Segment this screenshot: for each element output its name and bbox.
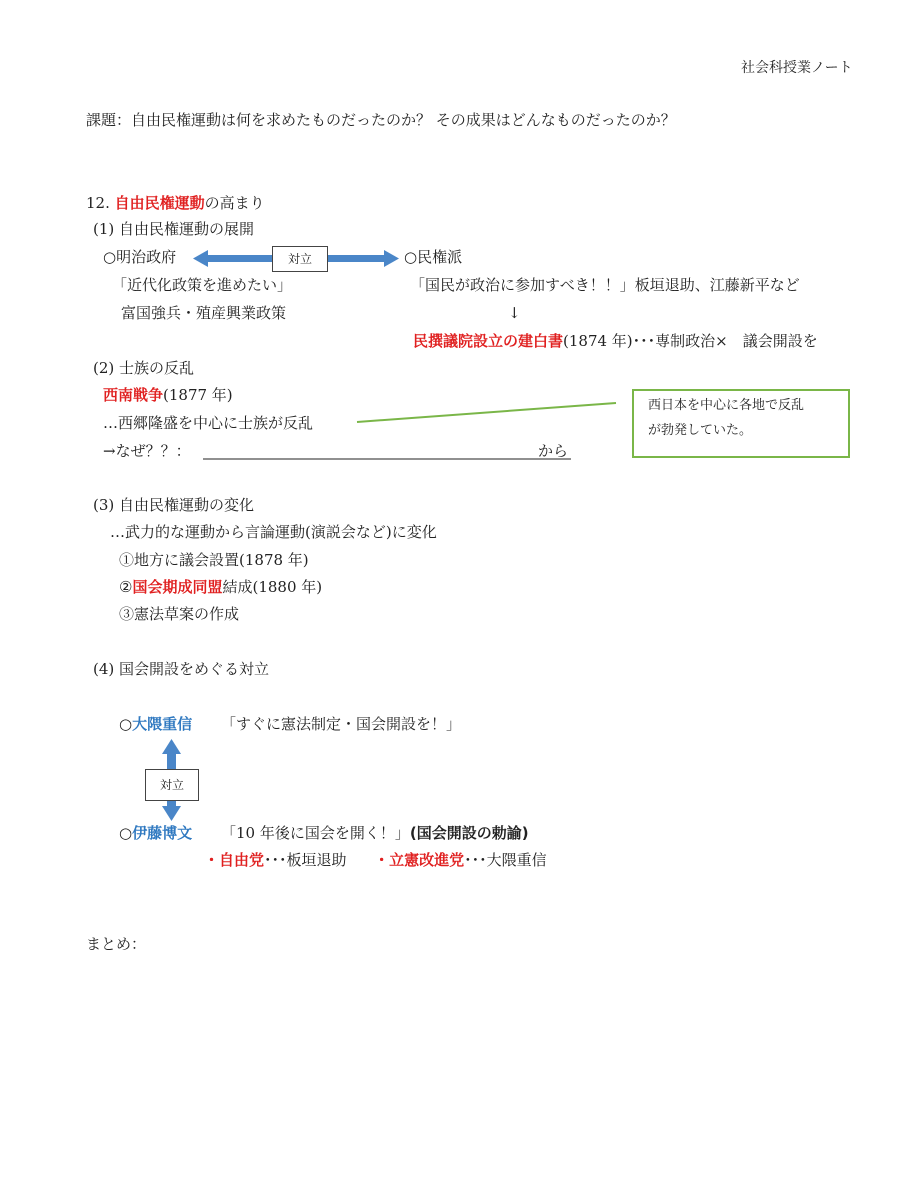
- callout-line-1: 西日本を中心に各地で反乱: [648, 398, 805, 413]
- minken-faction-label: ○民権派: [404, 248, 463, 266]
- section-title-rest: の高まり: [204, 194, 265, 212]
- conflict-box-vertical: 対立: [145, 769, 199, 801]
- sub1-heading: (1) 自由民権運動の展開: [93, 220, 255, 238]
- jiyuto-leader: ･･･板垣退助: [264, 851, 347, 869]
- sub3-item-2-keyword: 国会期成同盟: [132, 578, 223, 596]
- section-title-keyword: 自由民権運動: [114, 194, 205, 212]
- sub3-item-2: [119, 577, 322, 597]
- callout-box: [632, 389, 850, 458]
- ito-name: 伊藤博文: [132, 824, 193, 842]
- section-title: [86, 193, 265, 213]
- kaishinto-leader: ･･･大隈重信: [464, 851, 547, 869]
- meiji-government-label: ○明治政府: [103, 248, 177, 266]
- task-statement: 課題：自由民権運動は何を求めたものだったのか？ その成果はどんなものだったのか？: [86, 111, 676, 129]
- jiyuto-name: ・自由党: [204, 851, 265, 869]
- seinan-war-desc: …西郷隆盛を中心に士族が反乱: [103, 414, 314, 432]
- okuma-line: [119, 714, 192, 734]
- sub3-item-2-rest: 結成(1880 年): [222, 578, 323, 596]
- seinan-war-line: [103, 385, 233, 405]
- petition-keyword: 民撰議院設立の建白書: [413, 332, 564, 350]
- sub3-item-1: ①地方に議会設置(1878 年): [119, 551, 309, 569]
- summary-label: まとめ：: [86, 935, 147, 953]
- note-header-label: 社会科授業ノート: [741, 60, 853, 76]
- section-number: 12.: [86, 194, 110, 212]
- sub3-heading: (3) 自由民権運動の変化: [93, 496, 255, 514]
- sub3-desc: …武力的な運動から言論運動(演説会など)に変化: [110, 523, 437, 541]
- okuma-name: 大隈重信: [132, 715, 193, 733]
- meiji-policy: 富国強兵・殖産興業政策: [121, 304, 287, 322]
- kaishinto-name: ・立憲改進党: [374, 851, 465, 869]
- seinan-war-keyword: 西南戦争: [103, 386, 164, 404]
- sub2-heading: (2) 士族の反乱: [93, 359, 195, 377]
- down-arrow: ↓: [508, 304, 521, 322]
- ito-edict: (国会開設の勅諭): [409, 824, 529, 842]
- callout-connector-line: [357, 403, 616, 422]
- ito-quote-line: [221, 823, 529, 843]
- ito-quote: 「10 年後に国会を開く！」: [221, 824, 410, 842]
- seinan-war-year: (1877 年): [163, 386, 233, 404]
- conflict-box-horizontal: 対立: [272, 246, 328, 272]
- sub3-item-2-prefix: ②: [119, 578, 133, 596]
- parties-line: [204, 850, 547, 870]
- meiji-quote: 「近代化政策を進めたい」: [112, 276, 293, 294]
- ito-line: [119, 823, 192, 843]
- why-question-label: →なぜ？？：: [103, 442, 191, 460]
- okuma-prefix: ○: [119, 715, 133, 733]
- ito-prefix: ○: [119, 824, 133, 842]
- sub3-item-3: ③憲法草案の作成: [119, 605, 240, 623]
- callout-line-2: が勃発していた。: [648, 423, 753, 438]
- okuma-quote: 「すぐに憲法制定・国会開設を！」: [221, 715, 462, 733]
- minken-quote: 「国民が政治に参加すべき！！」板垣退助、江藤新平など: [410, 276, 800, 294]
- sub4-heading: (4) 国会開設をめぐる対立: [93, 660, 270, 678]
- petition-detail: (1874 年)･･･専制政治× 議会開設を: [563, 332, 818, 350]
- why-question-suffix: から: [538, 442, 569, 460]
- petition-line: [413, 331, 818, 351]
